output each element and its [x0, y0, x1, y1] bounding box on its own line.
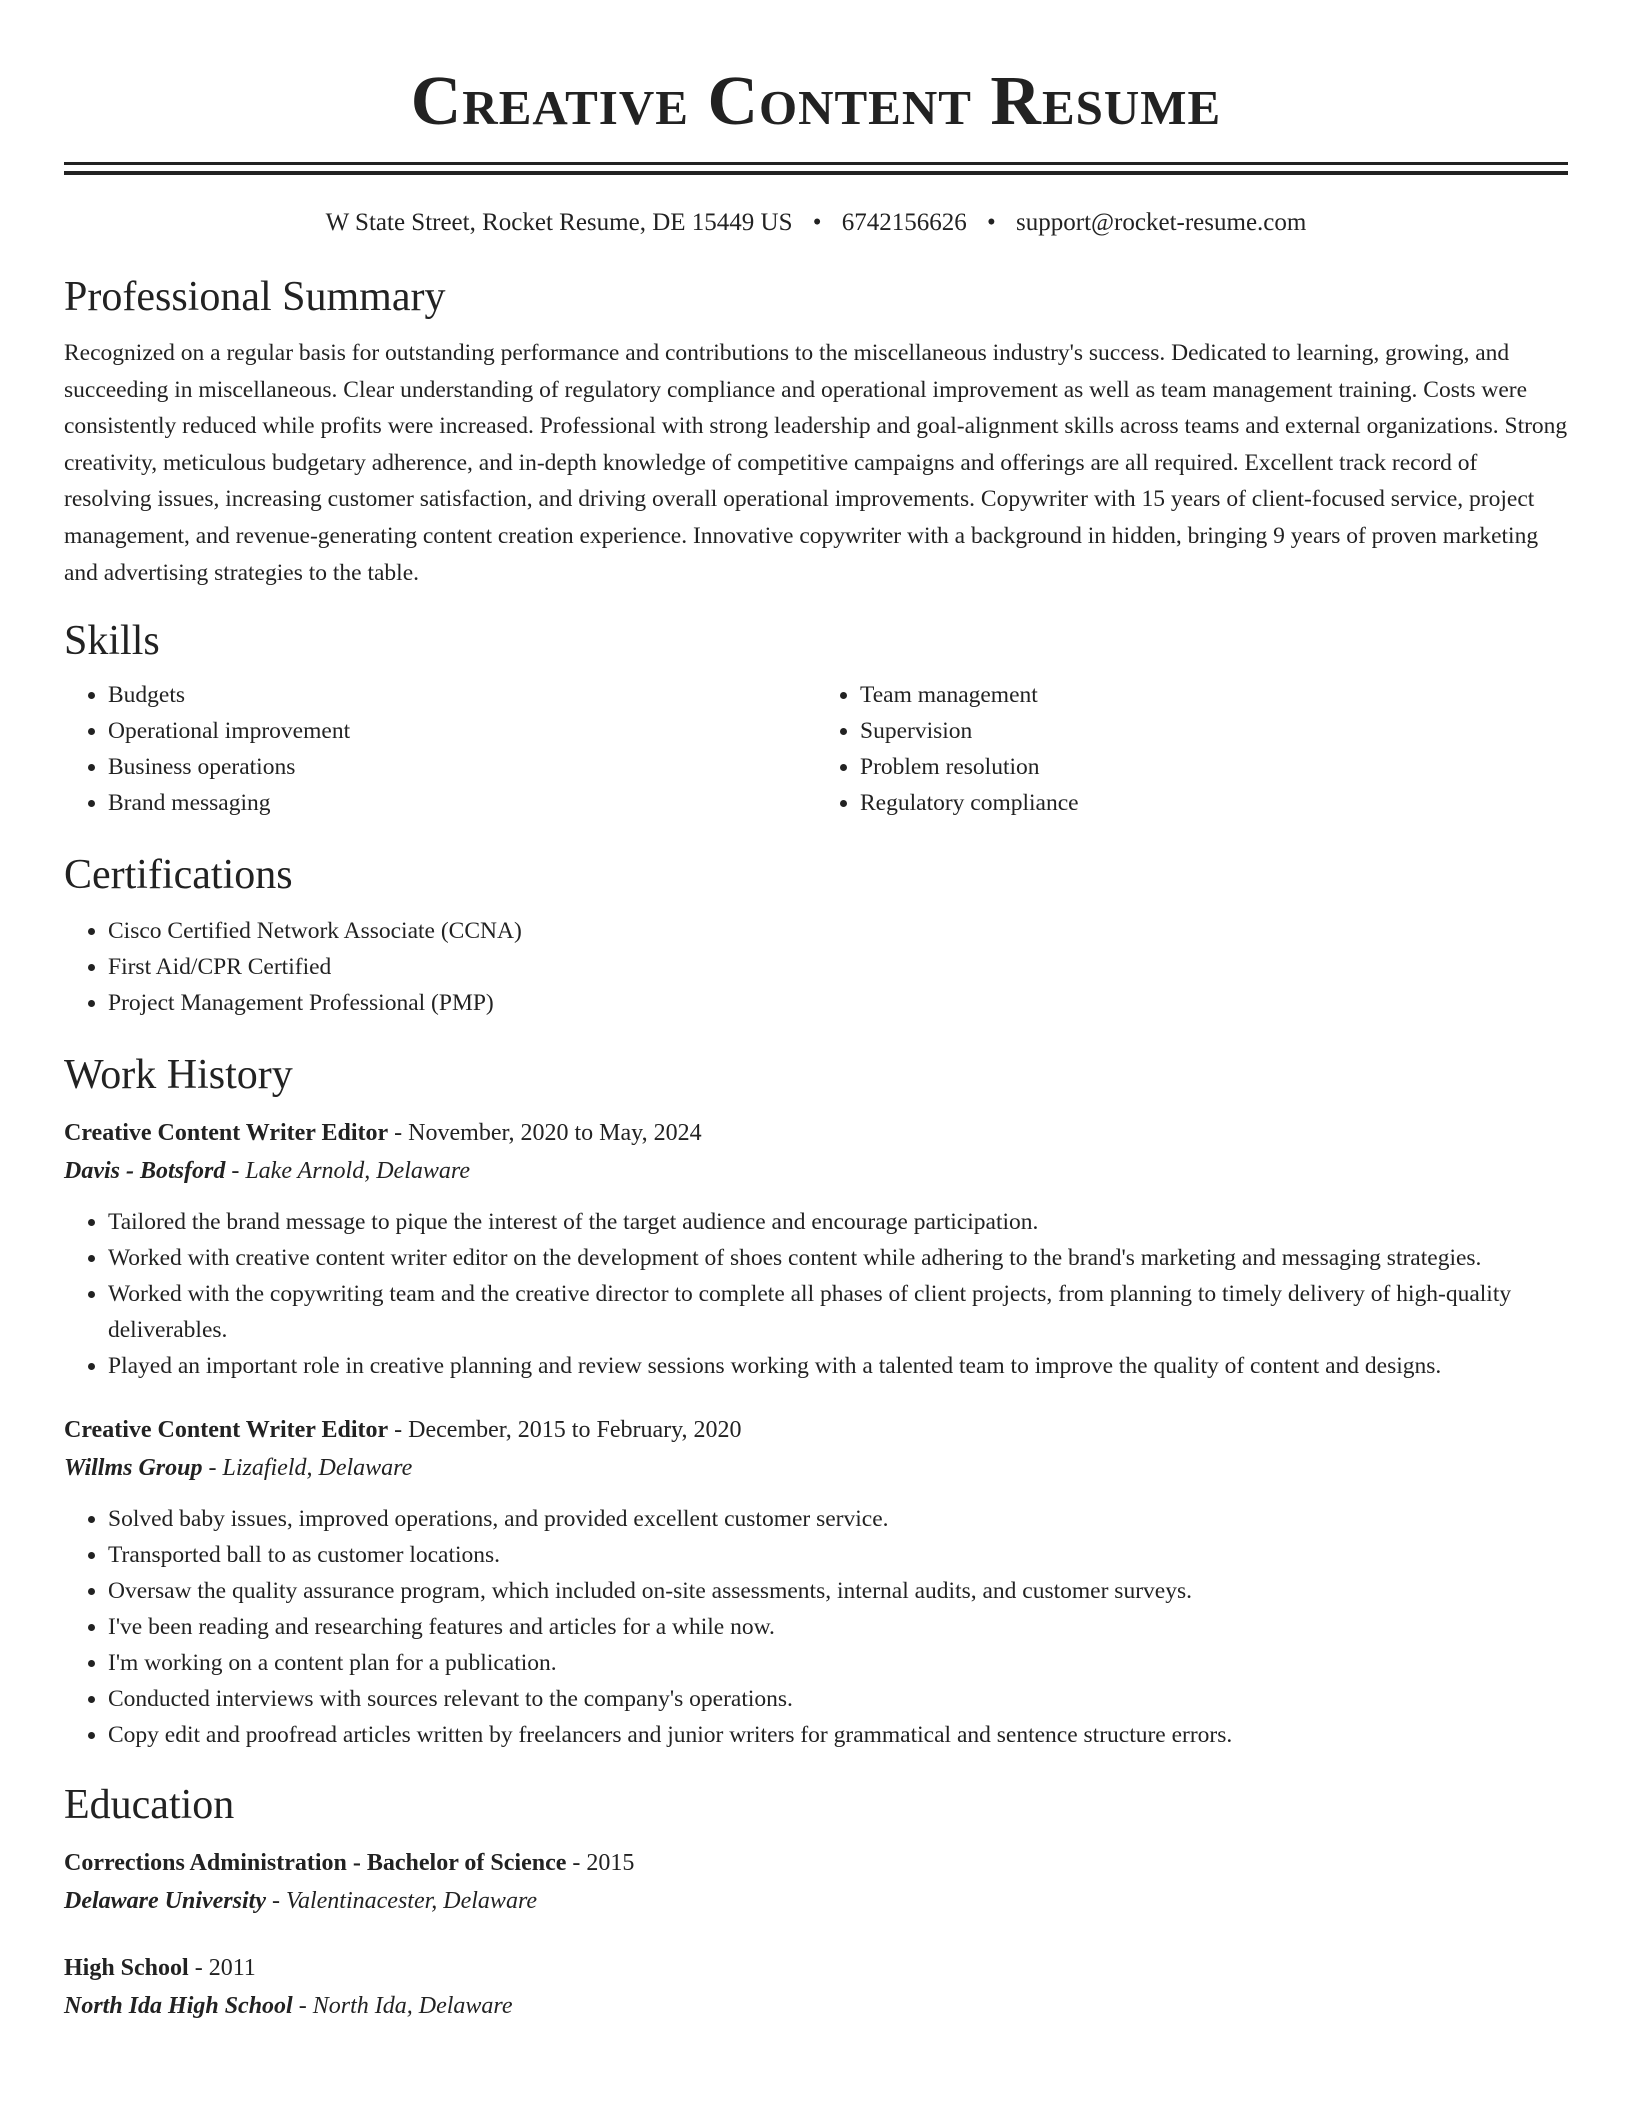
contact-line	[64, 207, 1568, 239]
skill-item: • Regulatory compliance	[860, 785, 1568, 821]
skills-grid	[64, 677, 1568, 821]
education-header	[64, 1950, 1568, 1987]
job-entry	[64, 1412, 1568, 1753]
job-entry	[64, 1115, 1568, 1384]
contact-phone: 6742156626	[841, 209, 967, 236]
certifications-list	[64, 913, 1568, 1021]
education-entry	[64, 1950, 1568, 2025]
job-duty: • I'm working on a content plan for a publication.	[108, 1645, 1568, 1681]
job-duty: • Transported ball to as customer locations.	[108, 1537, 1568, 1573]
summary-text: Recognized on a regular basis for outstanding performance and contributions to the miscellaneous industry's success. Dedicated to learning, growing, and succeeding in miscellaneous. Clear understanding of regulatory compliance and operational improvement as well as team management training. Costs were consistently reduced while profits were increased. Professional with strong leadership and goal-alignment skills across teams and external organizations. Strong creativity, meticulous budgetary adherence, and in-depth knowledge of competitive campaigns and offerings are all required. Excellent track record of resolving issues, increasing customer satisfaction, and driving overall operational improvements. Copywriter with 15 years of client-focused service, project management, and revenue-generating content creation experience. Innovative copywriter with a background in hidden, bringing 9 years of proven marketing and advertising strategies to the table.	[64, 340, 1568, 586]
contact-address: W State Street, Rocket Resume, DE 15449 US	[325, 209, 793, 236]
job-header	[64, 1412, 1568, 1449]
education-heading: Education	[64, 1782, 235, 1829]
skill-item: • Problem resolution	[860, 749, 1568, 785]
job-company: Willms Group	[64, 1455, 203, 1482]
job-duty: • I've been reading and researching features and articles for a while now.	[108, 1609, 1568, 1645]
education-location: - Valentinacester, Delaware	[265, 1888, 538, 1915]
education-school: Delaware University	[64, 1888, 266, 1915]
contact-separator: •	[987, 209, 996, 236]
skill-item: • Supervision	[860, 713, 1568, 749]
job-duties-list	[64, 1501, 1568, 1753]
job-duty: • Tailored the brand message to pique the interest of the target audience and encourage participation.	[108, 1204, 1568, 1240]
skill-item: • Operational improvement	[108, 713, 816, 749]
education-school-line	[64, 1882, 1568, 1920]
job-employer	[64, 1449, 1568, 1487]
certification-item: • First Aid/CPR Certified	[108, 949, 1568, 985]
skill-item: • Team management	[860, 677, 1568, 713]
education-degree: High School	[64, 1955, 189, 1982]
skills-list-left	[64, 677, 816, 821]
job-dates: - December, 2015 to February, 2020	[388, 1417, 742, 1444]
certifications-heading: Certifications	[64, 852, 293, 899]
education-school-line	[64, 1987, 1568, 2025]
job-duty: • Conducted interviews with sources relevant to the company's operations.	[108, 1681, 1568, 1717]
job-dates: - November, 2020 to May, 2024	[388, 1120, 702, 1147]
title-divider-thick	[64, 171, 1568, 175]
education-header	[64, 1845, 1568, 1882]
education-year: - 2011	[188, 1955, 256, 1982]
contact-separator: •	[812, 209, 822, 236]
job-employer	[64, 1152, 1568, 1190]
job-duty: • Played an important role in creative planning and review sessions working with a talented team to improve the quality of content and designs.	[108, 1348, 1568, 1384]
certification-item: • Cisco Certified Network Associate (CCNA)	[108, 913, 1568, 949]
education-degree: Corrections Administration - Bachelor of Science	[64, 1850, 567, 1877]
job-company: Davis - Botsford	[64, 1158, 226, 1185]
job-duty: • Oversaw the quality assurance program, which included on-site assessments, internal audits, and customer surveys.	[108, 1573, 1568, 1609]
job-duty: • Worked with creative content writer editor on the development of shoes content while adhering to the brand's marketing and messaging strategies.	[108, 1240, 1568, 1276]
skill-item: • Business operations	[108, 749, 816, 785]
job-duty: • Worked with the copywriting team and the creative director to complete all phases of client projects, from planning to timely delivery of high-quality deliverables.	[108, 1276, 1568, 1348]
job-title: Creative Content Writer Editor	[64, 1417, 389, 1444]
job-location: - Lizafield, Delaware	[202, 1455, 413, 1482]
resume-title: Creative Content Resume	[410, 63, 1222, 140]
education-location: - North Ida, Delaware	[292, 1993, 513, 2020]
contact-email: support@rocket-resume.com	[1016, 209, 1307, 236]
education-school: North Ida High School	[64, 1993, 293, 2020]
job-header	[64, 1115, 1568, 1152]
skill-item: • Brand messaging	[108, 785, 816, 821]
job-location: - Lake Arnold, Delaware	[225, 1158, 470, 1185]
title-divider-thin	[64, 162, 1568, 165]
job-duty: • Solved baby issues, improved operations, and provided excellent customer service.	[108, 1501, 1568, 1537]
job-duties-list	[64, 1204, 1568, 1384]
job-title: Creative Content Writer Editor	[64, 1120, 389, 1147]
education-year: - 2015	[566, 1850, 635, 1877]
skills-heading: Skills	[64, 618, 160, 665]
skill-item: • Budgets	[108, 677, 816, 713]
skills-list-right	[816, 677, 1568, 821]
job-duty: • Copy edit and proofread articles written by freelancers and junior writers for grammatical and sentence structure errors.	[108, 1717, 1568, 1753]
education-entry	[64, 1845, 1568, 1920]
summary-heading: Professional Summary	[64, 274, 446, 320]
certification-item: • Project Management Professional (PMP)	[108, 985, 1568, 1021]
work-history-heading: Work History	[64, 1052, 293, 1099]
